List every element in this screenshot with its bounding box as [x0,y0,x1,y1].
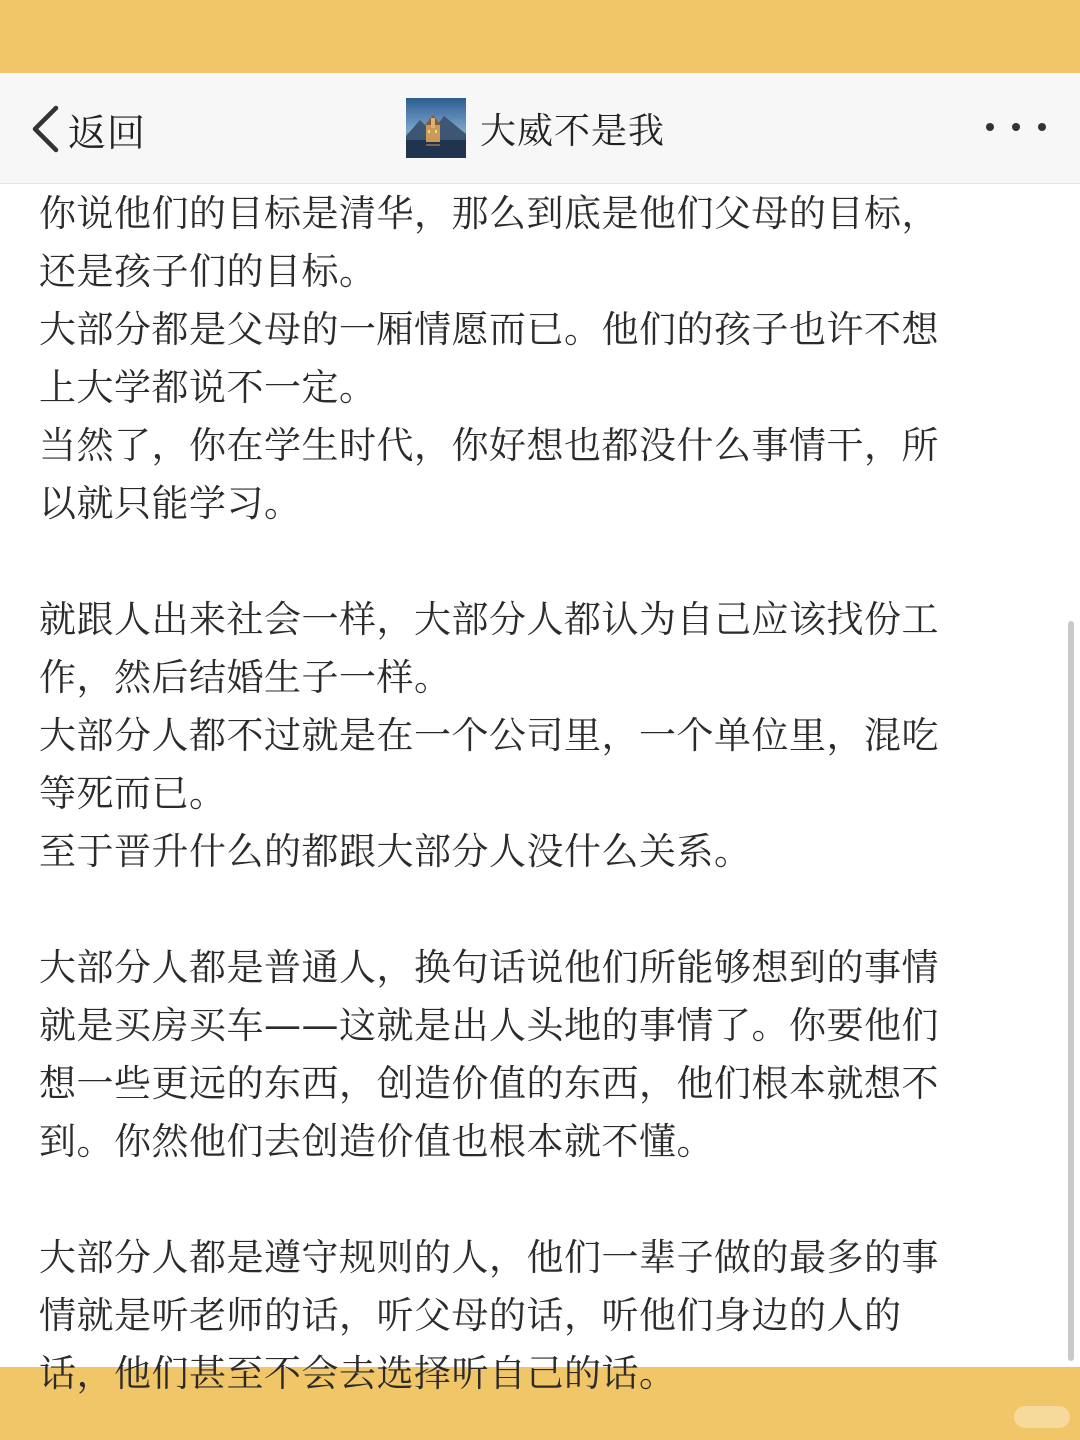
paragraph: 大部分人都是普通人，换句话说他们所能够想到的事情 就是买房买车——这就是出人头地的事情了。你要他们 想一些更远的东西，创造价值的东西，他们根本就想不 到。你然他们去创造价值也根本就不懂。 [39,946,939,1163]
more-options-button[interactable] [986,113,1046,141]
chevron-left-icon [30,105,60,153]
app-frame [0,73,1080,1395]
back-label: 返回 [68,110,147,155]
more-dot-icon [986,123,994,131]
article-body [39,185,1029,1403]
author-profile[interactable] [406,97,665,159]
avatar-image [406,98,466,158]
paragraph: 你说他们的目标是清华，那么到底是他们父母的目标， 还是孩子们的目标。 大部分都是父母的一厢情愿而已。他们的孩子也许不想 上大学都说不一定。 当然了，你在学生时代，你好想也都没什么事情干，所 以就只能学习。 [39,192,939,525]
more-dot-icon [1038,123,1046,131]
paragraph: 就跟人出来社会一样，大部分人都认为自己应该找份工 作，然后结婚生子一样。 大部分人都不过就是在一个公司里，一个单位里，混吃 等死而已。 至于晋升什么的都跟大部分人没什么关系。 [39,598,939,873]
more-dot-icon [1012,123,1020,131]
watermark [1014,1406,1070,1428]
back-button[interactable] [30,101,146,157]
scrollbar[interactable] [1068,621,1074,1361]
avatar[interactable] [406,98,466,158]
paragraph: 大部分人都是遵守规则的人，他们一辈子做的最多的事 情就是听老师的话，听父母的话，听他们身边的人的 话，他们甚至不会去选择听自己的话。 [39,1236,939,1395]
author-name[interactable]: 大威不是我 [480,110,666,152]
top-navigation-bar [0,73,1080,184]
